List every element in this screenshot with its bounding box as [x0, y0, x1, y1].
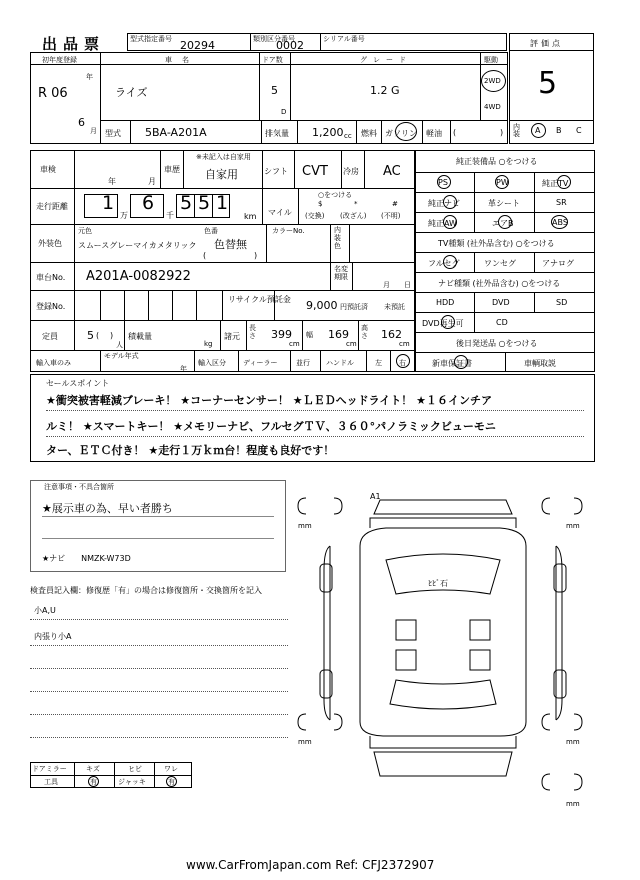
month-unit: 月 [90, 127, 97, 135]
rear-bumper [370, 736, 516, 748]
length-unit: cm [289, 340, 300, 348]
exchange-label: (交換) [305, 212, 325, 220]
shift-label: シフト [264, 167, 288, 176]
legend-door-mirror: ドアミラー [32, 765, 67, 773]
navi-dvd-playback: DVD再生可 [422, 319, 464, 328]
seat-fr [470, 620, 490, 640]
load-label: 積載量 [128, 332, 152, 341]
legend-scratch: キズ [86, 765, 100, 773]
fuel-value: ガソリン [385, 129, 417, 138]
equip-aw-circle [443, 215, 457, 229]
mileage-digit-2: 6 [142, 192, 155, 214]
score-label: 評価点 [530, 39, 563, 48]
drive-2wd: 2WD [484, 77, 501, 85]
navi-hdd: HDD [436, 298, 455, 307]
shift-value: CVT [302, 164, 328, 179]
category-label: 類別区分番号 [253, 35, 295, 43]
fuel-label: 燃料 [361, 129, 377, 138]
doors-value: 5 [271, 84, 278, 97]
equip-tv: 純正TV [542, 179, 569, 188]
import-label: 輸入車のみ [36, 359, 71, 367]
handle-right-circle [396, 354, 410, 368]
width-unit: cm [346, 340, 357, 348]
navi-header: ナビ種類 (社外品含む) ○をつける [438, 279, 561, 288]
history-note: ※未記入は自家用 [196, 153, 251, 161]
chassis-label: 車台No. [36, 273, 66, 282]
recycle-label: リサイクル預託金 [228, 295, 291, 304]
interior-grade-c: C [576, 126, 582, 135]
windshield [386, 554, 500, 594]
tv-oneseg: ワンセグ [484, 259, 516, 268]
equip-abs-circle [551, 215, 568, 229]
mileage-digit-4: 5 [198, 192, 211, 214]
equip-abs: ABS [552, 218, 568, 227]
seat-rl [396, 650, 416, 670]
recycle-status: 円預託済 [340, 303, 368, 311]
legend-break: ワレ [164, 765, 178, 773]
docs-manual: 車輌取説 [524, 359, 556, 368]
sales-line-3: ター、ＥＴＣ付き！ ★走行１万ｋｍ台！程度も良好です！ [46, 444, 335, 457]
unknown-mark: # [392, 200, 398, 208]
mileage-label: 走行距離 [36, 202, 68, 211]
tyre-bracket-rr [542, 714, 550, 730]
inspection-year-unit: 年 [108, 177, 116, 186]
unknown-label: (不明) [381, 212, 401, 220]
doors-label: ドア数 [262, 56, 283, 64]
navi-sd: SD [556, 298, 568, 307]
mm-label-4: mm [566, 738, 580, 746]
mm-label-1: mm [298, 522, 312, 530]
sales-line-1: ★衝突被害軽減ブレーキ！ ★コーナーセンサー！ ★ＬＥＤヘッドライト！ ★１６インチア [46, 394, 492, 407]
import-type-label: 輸入区分 [198, 359, 226, 367]
diagram-hibi-label: ﾋﾋﾞ石 [428, 579, 448, 588]
altered-mark: * [354, 200, 358, 208]
displacement-label: 排気量 [265, 129, 289, 138]
equip-pw: PW [496, 178, 509, 187]
serial-label: シリアル番号 [323, 35, 365, 43]
fuel-paren-open: ( [453, 128, 457, 137]
grade-value: 1.2 G [370, 84, 400, 97]
displacement-unit: cc [344, 132, 352, 140]
color-paren-open: ( [203, 251, 207, 260]
height-unit: cm [399, 340, 410, 348]
sales-label: セールスポイント [46, 379, 110, 388]
tv-fullseg: フルセグ [428, 259, 460, 268]
equip-header: 純正装備品 ○をつける [456, 157, 538, 166]
width-label: 幅 [306, 331, 313, 339]
model-year-label: モデル年式 [104, 352, 139, 360]
ac-value: AC [383, 164, 401, 179]
navi-cd: CD [496, 318, 508, 327]
interior-color-label: 内装色 [334, 226, 341, 250]
interior-grade-a: A [535, 126, 541, 135]
height-label: 高さ [361, 324, 368, 340]
car-top-body [360, 528, 526, 736]
interior-a-circle [531, 123, 546, 138]
first-reg-year: R 06 [38, 86, 68, 101]
docs-warranty-circle [454, 355, 468, 369]
name-change-label: 名変期限 [334, 265, 348, 281]
car-damage-diagram [290, 490, 596, 810]
equip-leather: 革シート [488, 199, 520, 208]
parallel-label: 並行 [296, 359, 310, 367]
navi-dvd-playback-circle [441, 315, 455, 329]
equip-pw-circle [495, 175, 509, 189]
length-value: 399 [271, 328, 292, 341]
mileage-sen: 千 [166, 211, 174, 220]
inspector-label: 検査員記入欄：修復歴「有」の場合は修復箇所・交換箇所を記入 [30, 586, 262, 595]
history-value: 自家用 [205, 168, 238, 181]
exchange-mark: $ [318, 200, 323, 208]
reg-no-label: 登録No. [36, 302, 66, 311]
mile-label: マイル [268, 208, 292, 217]
mileage-unit: km [244, 212, 257, 221]
docs-header: 後日発送品 ○をつける [456, 339, 538, 348]
drive-label: 駆動 [484, 56, 498, 64]
mileage-mark-note: ○をつける [318, 191, 353, 199]
interior-grade-label: 内装 [513, 123, 520, 138]
seat-rr [470, 650, 490, 670]
mm-label-5: mm [566, 800, 580, 808]
interior-grade-b: B [556, 126, 562, 135]
exterior-label: 外装色 [38, 239, 62, 248]
fuel-paren-close: ) [500, 128, 504, 137]
equip-ps-circle [437, 175, 451, 189]
displacement-value: 1,200 [312, 126, 344, 139]
car-name-value: ライズ [115, 86, 148, 99]
equip-sr: SR [556, 198, 567, 207]
mileage-man: 万 [120, 211, 128, 220]
tv-header: TV種類 (社外品含む) ○をつける [438, 239, 555, 248]
recycle-value: 9,000 [306, 299, 338, 312]
model-year-unit: 年 [180, 365, 187, 373]
first-reg-label: 初年度登録 [42, 56, 77, 64]
color-change-value: 色替無 [214, 238, 247, 251]
handle-right: 右 [399, 359, 406, 367]
navi-dvd: DVD [492, 298, 510, 307]
year-unit: 年 [86, 73, 93, 81]
light-oil-label: 軽油 [426, 129, 442, 138]
name-change-day: 日 [404, 281, 411, 289]
tyre-bracket-spare [542, 774, 550, 790]
notes-line-1: ★展示車の為、早い者勝ち [42, 502, 173, 515]
seat-fl [396, 620, 416, 640]
recycle-unpaid: 未預託 [384, 303, 405, 311]
front-bumper [370, 518, 516, 528]
equip-airbag-circle [498, 215, 512, 229]
tv-fullseg-circle [443, 255, 457, 269]
color-no-field-label: カラーNo. [272, 227, 305, 235]
mileage-digit-1: 1 [102, 192, 115, 214]
handle-left: 左 [375, 359, 382, 367]
rear-window [390, 680, 496, 709]
sales-line-2: ルミ！ ★スマートキー！ ★メモリーナビ、フルセグＴＶ、３６０°パノラミックビューモニ [46, 420, 496, 433]
rear-view [374, 752, 512, 776]
legend-tools-value: 有 [90, 778, 97, 786]
drive-2wd-circle [481, 70, 506, 92]
footer-watermark: www.CarFromJapan.com Ref: CFJ2372907 [186, 858, 435, 872]
equip-airbag: エアB [492, 219, 514, 228]
mm-label-3: mm [298, 738, 312, 746]
history-label: 車歴 [164, 165, 180, 174]
capacity-paren-open: ( [96, 331, 100, 340]
handle-label: ハンドル [326, 359, 354, 367]
dims-label: 諸元 [224, 332, 240, 341]
chassis-value: A201A-0082922 [86, 269, 191, 284]
mileage-digit-5: 1 [216, 192, 229, 214]
capacity-value: 5 [87, 329, 94, 342]
color-no-label: 色番 [204, 227, 218, 235]
load-unit: kg [204, 340, 213, 348]
inspector-line-2: 内張り小A [34, 632, 72, 641]
page-title: 出品票 [42, 35, 106, 53]
capacity-unit: 人 [116, 341, 123, 349]
tyre-bracket-rl [298, 714, 306, 730]
equip-aw: 純正AW [428, 219, 457, 228]
inspection-label: 車検 [40, 165, 56, 174]
model-cert-label: 型式指定番号 [130, 35, 172, 43]
diagram-a1-label: A1 [370, 492, 381, 501]
capacity-label: 定員 [42, 332, 58, 341]
dealer-label: ディーラー [243, 359, 278, 367]
height-value: 162 [381, 328, 402, 341]
model-cert-value: 20294 [180, 39, 215, 52]
fuel-circle [395, 122, 417, 141]
orig-color-label: 元色 [78, 227, 92, 235]
doors-sub: D [281, 108, 287, 116]
car-left-side [324, 546, 330, 720]
score-value: 5 [538, 66, 558, 101]
orig-color-value: スムースグレーマイカメタリック [78, 241, 197, 250]
tyre-bracket-fl [298, 498, 306, 514]
drive-4wd: 4WD [484, 103, 501, 111]
inspection-month-unit: 月 [148, 177, 156, 186]
front-view [374, 500, 512, 514]
ac-label: 冷房 [343, 167, 359, 176]
equip-navi: 純正ナビ [428, 199, 460, 208]
grade-label: グレード [360, 56, 412, 64]
legend-jack: ジャッキ [118, 778, 146, 786]
legend-tools: 工具 [44, 778, 58, 786]
legend-jack-circle [166, 776, 177, 787]
mileage-digit-3: 5 [180, 192, 193, 214]
docs-warranty: 新車保証書 [432, 359, 472, 368]
color-paren-close: ) [254, 251, 258, 260]
mm-label-2: mm [566, 522, 580, 530]
length-label: 長さ [249, 324, 256, 340]
legend-jack-value: 有 [168, 778, 175, 786]
first-reg-month: 6 [78, 116, 85, 129]
legend-tools-circle [88, 776, 99, 787]
tv-analog: アナログ [542, 259, 574, 268]
equip-navi-circle [443, 195, 457, 209]
car-name-label: 車名 [165, 56, 199, 64]
name-change-month: 月 [383, 281, 390, 289]
notes-label: 注意事項・不具合箇所 [44, 483, 114, 491]
width-value: 169 [328, 328, 349, 341]
inspector-line-1: 小A,U [34, 606, 56, 615]
legend-crack: ヒビ [128, 765, 142, 773]
notes-line-2: ★ナビ NMZK-W73D [42, 554, 131, 563]
altered-label: (改ざん) [340, 212, 367, 220]
tyre-bracket-fr [542, 498, 550, 514]
equip-tv-circle [557, 175, 571, 189]
model-type-label: 型式 [105, 129, 121, 138]
category-value: 0002 [276, 39, 304, 52]
model-type-value: 5BA-A201A [145, 126, 207, 139]
capacity-paren-close: ) [110, 331, 114, 340]
car-right-side [556, 546, 562, 720]
equip-ps: PS [438, 178, 448, 187]
